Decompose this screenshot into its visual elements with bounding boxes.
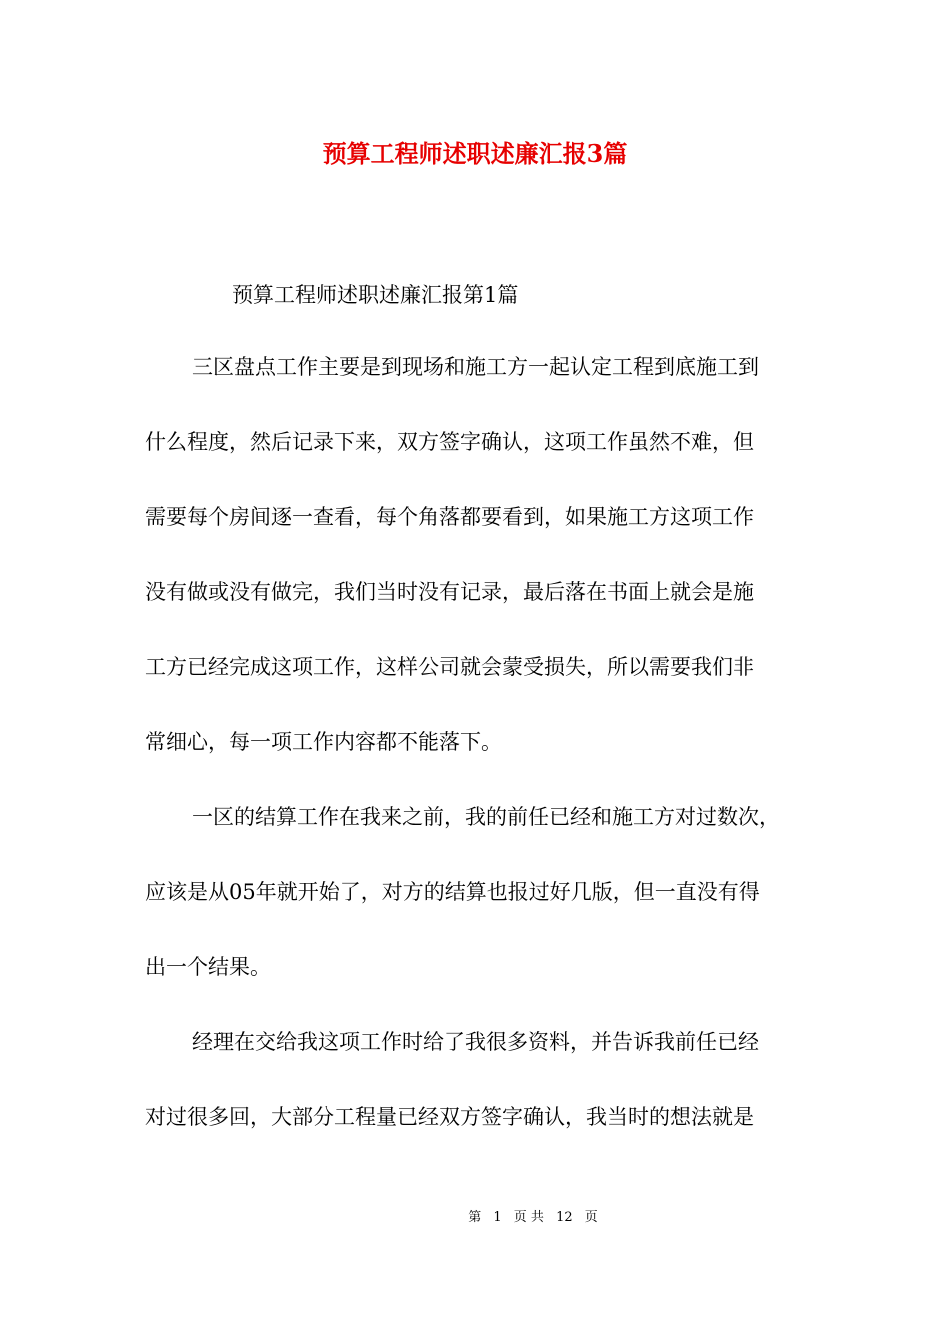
paragraph-line: 常细心，每一项工作内容都不能落下。 <box>145 730 502 754</box>
paragraph-line: 需要每个房间逐一查看，每个角落都要看到，如果施工方这项工作 <box>145 505 754 529</box>
paragraph-line: 什么程度，然后记录下来，双方签字确认，这项工作虽然不难，但 <box>145 430 754 454</box>
document-title: 预算工程师述职述廉汇报3篇 <box>322 139 628 168</box>
footer-label-page: 第 <box>468 1210 482 1225</box>
paragraph-line: 三区盘点工作主要是到现场和施工方一起认定工程到底施工到 <box>192 355 759 379</box>
paragraph-line: 没有做或没有做完，我们当时没有记录，最后落在书面上就会是施 <box>145 580 754 604</box>
paragraph-line: 工方已经完成这项工作，这样公司就会蒙受损失，所以需要我们非 <box>145 655 754 679</box>
paragraph-line: 经理在交给我这项工作时给了我很多资料，并告诉我前任已经 <box>192 1030 759 1054</box>
footer-current-page: 1 <box>493 1210 502 1225</box>
paragraph-line: 对过很多回，大部分工程量已经双方签字确认，我当时的想法就是 <box>145 1105 754 1129</box>
footer-label-of: 页 共 <box>513 1210 544 1225</box>
paragraph-line: 一区的结算工作在我来之前，我的前任已经和施工方对过数次， <box>192 805 780 829</box>
page-footer <box>0 1208 950 1228</box>
footer-total-pages: 12 <box>556 1210 573 1225</box>
paragraph-line: 应该是从05年就开始了，对方的结算也报过好几版，但一直没有得 <box>145 880 760 904</box>
section-subtitle: 预算工程师述职述廉汇报第1篇 <box>232 283 519 307</box>
paragraph-line: 出一个结果。 <box>145 955 271 979</box>
footer-label-end: 页 <box>584 1210 598 1225</box>
